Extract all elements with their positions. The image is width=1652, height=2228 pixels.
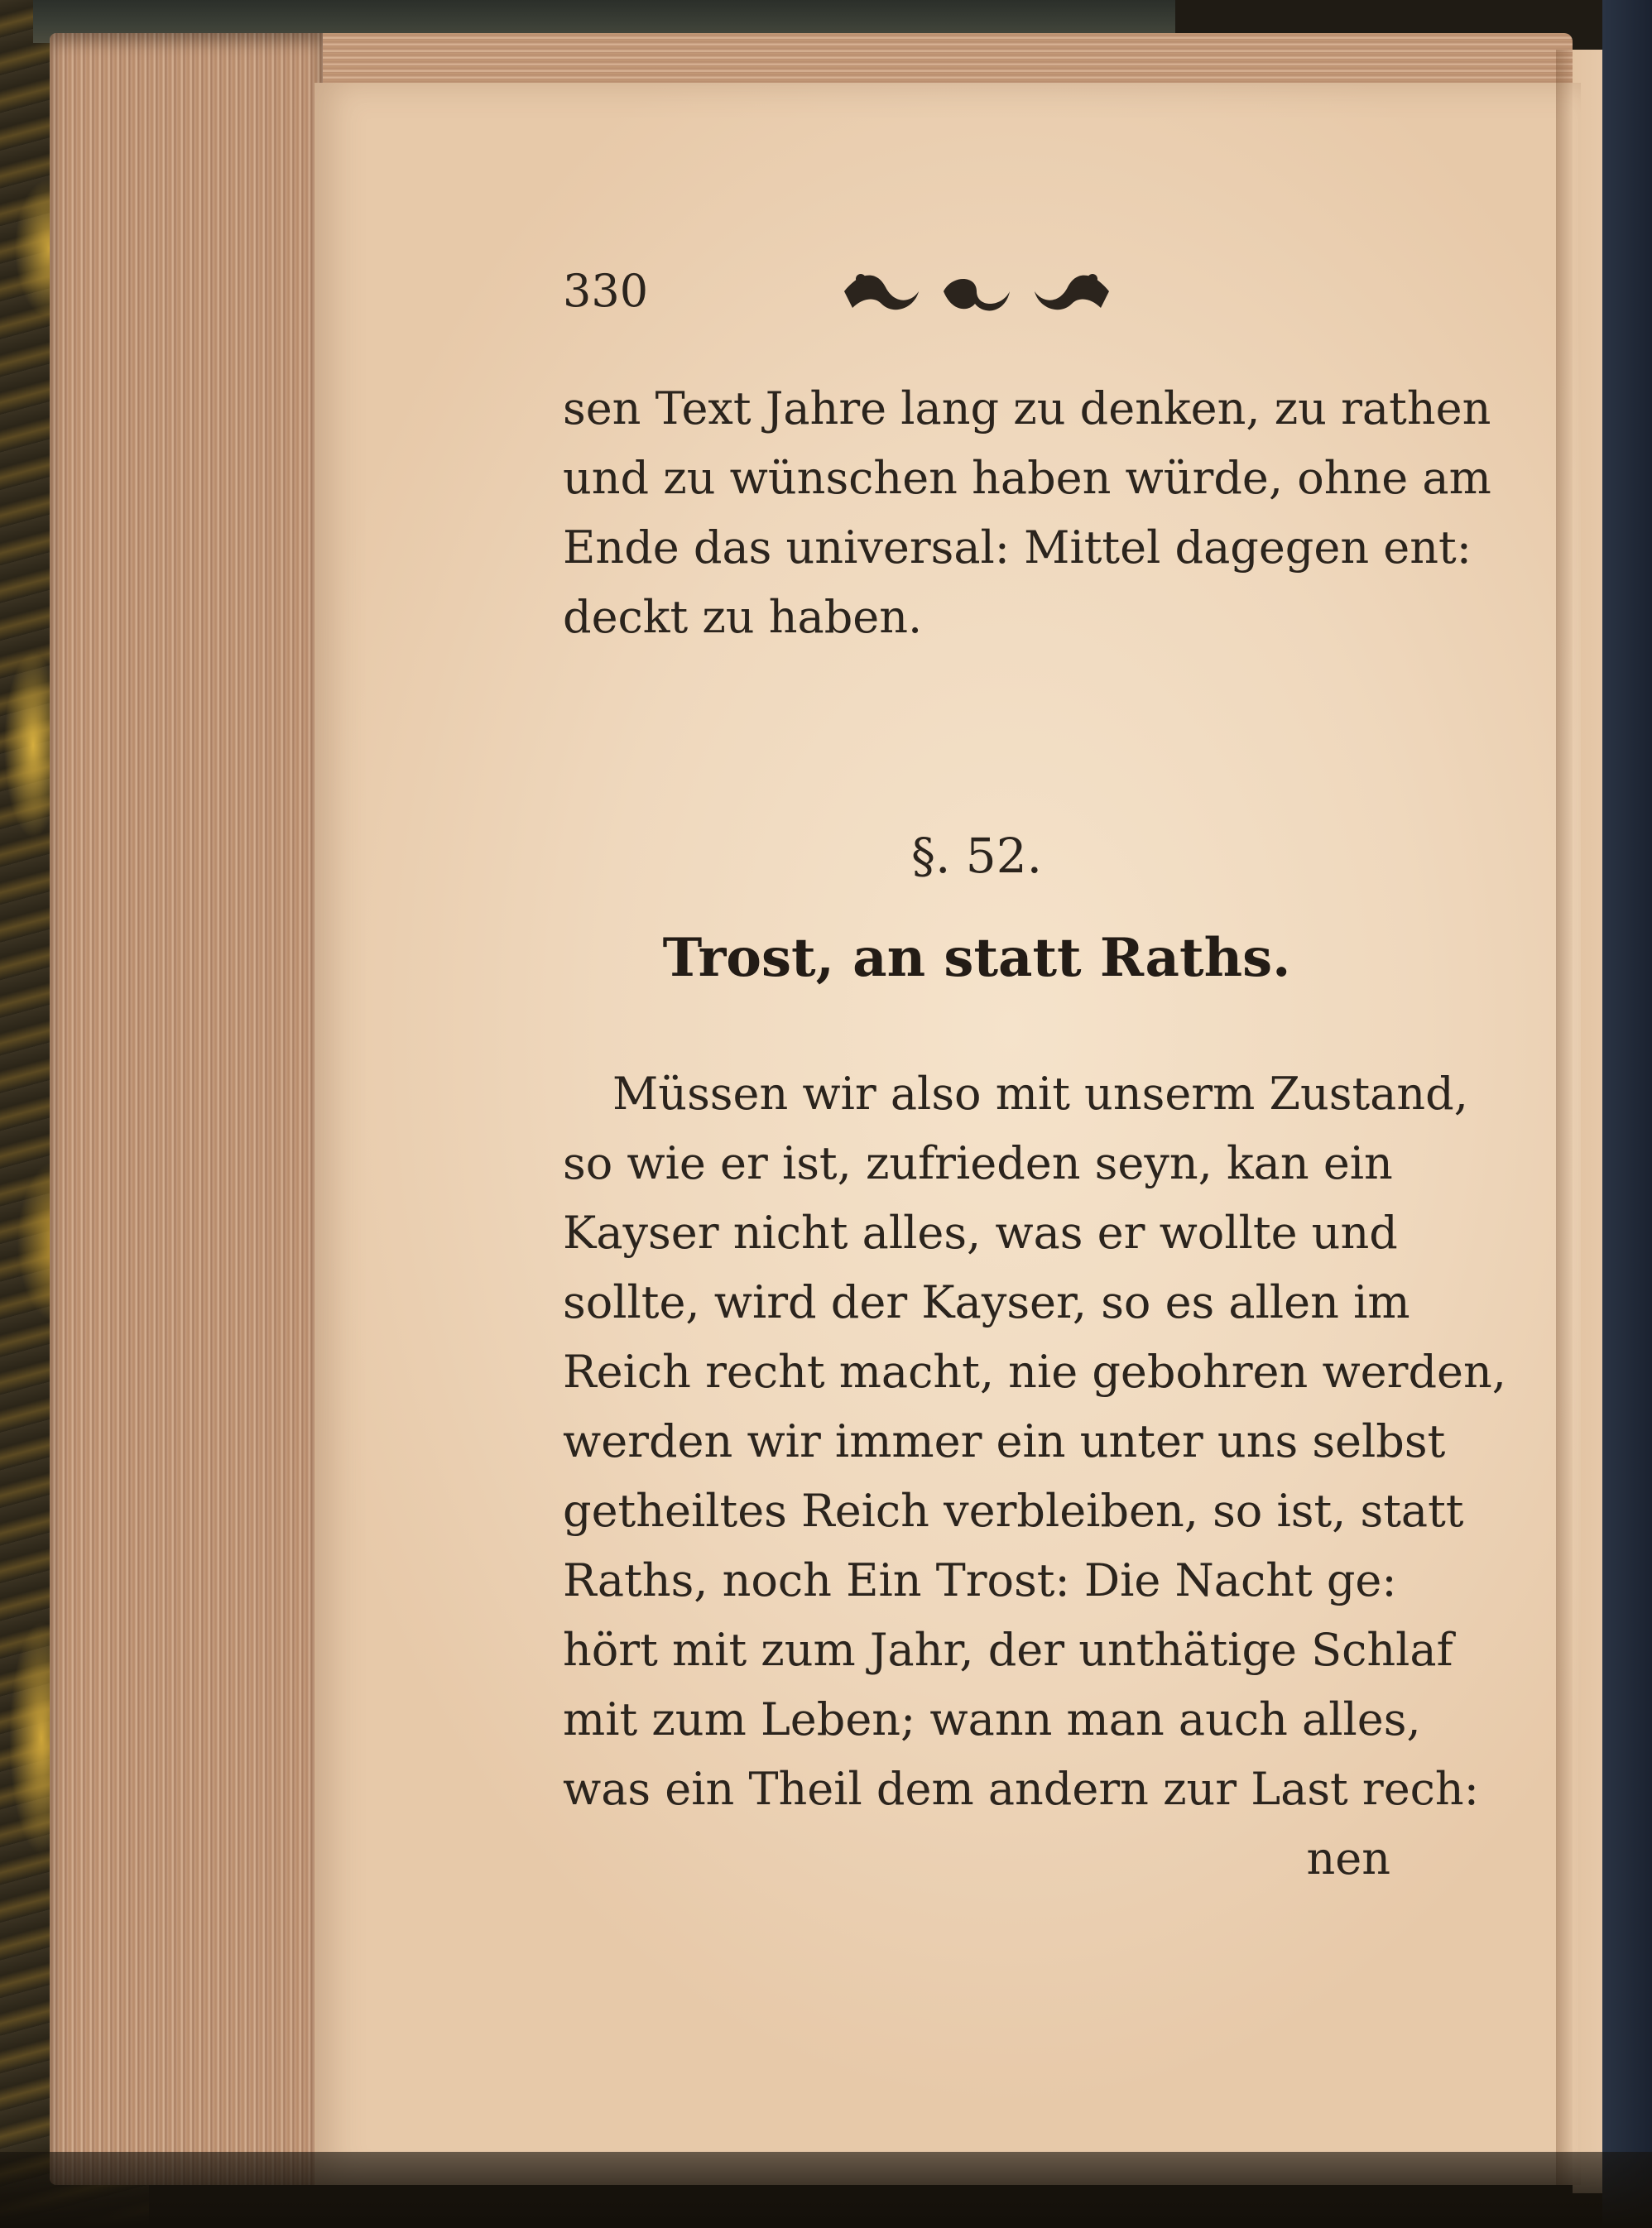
text-line: Müssen wir also mit unserm Zustand, [612,1068,1468,1120]
page-gutter [1556,50,1573,2185]
page-number: 330 [563,265,649,317]
text-line: Raths, noch Ein Trost: Die Nacht ge: [563,1554,1397,1606]
page-block-side-edges [50,33,323,2185]
text-line: so wie er ist, zufrieden seyn, kan ein [563,1137,1393,1189]
text-line: Reich recht macht, nie gebohren werden, [563,1346,1506,1398]
section-title: Trost, an statt Raths. [662,927,1291,989]
text-line: mit zum Leben; wann man auch alles, [563,1693,1421,1745]
text-line: deckt zu haben. [563,591,923,643]
section-number: §. 52. [910,828,1043,884]
text-line: was ein Theil dem andern zur Last rech: [563,1763,1479,1815]
text-line: sollte, wird der Kayser, so es allen im [563,1276,1410,1328]
text-line: werden wir immer ein unter uns selbst [563,1415,1446,1467]
right-cover [1602,0,1652,2228]
catchword: nen [1306,1832,1390,1885]
text-line: getheiltes Reich verbleiben, so ist, statt [563,1485,1464,1537]
text-line: Kayser nicht alles, was er wollte und [563,1207,1398,1259]
fleuron-ornament-icon [836,258,1117,324]
text-line: Ende das universal: Mittel dagegen ent: [563,521,1472,574]
bottom-shadow [0,2152,1652,2228]
text-line: und zu wünschen haben würde, ohne am [563,452,1491,504]
text-line: hört mit zum Jahr, der unthätige Schlaf [563,1624,1453,1676]
text-line: sen Text Jahre lang zu denken, zu rathen [563,382,1491,435]
